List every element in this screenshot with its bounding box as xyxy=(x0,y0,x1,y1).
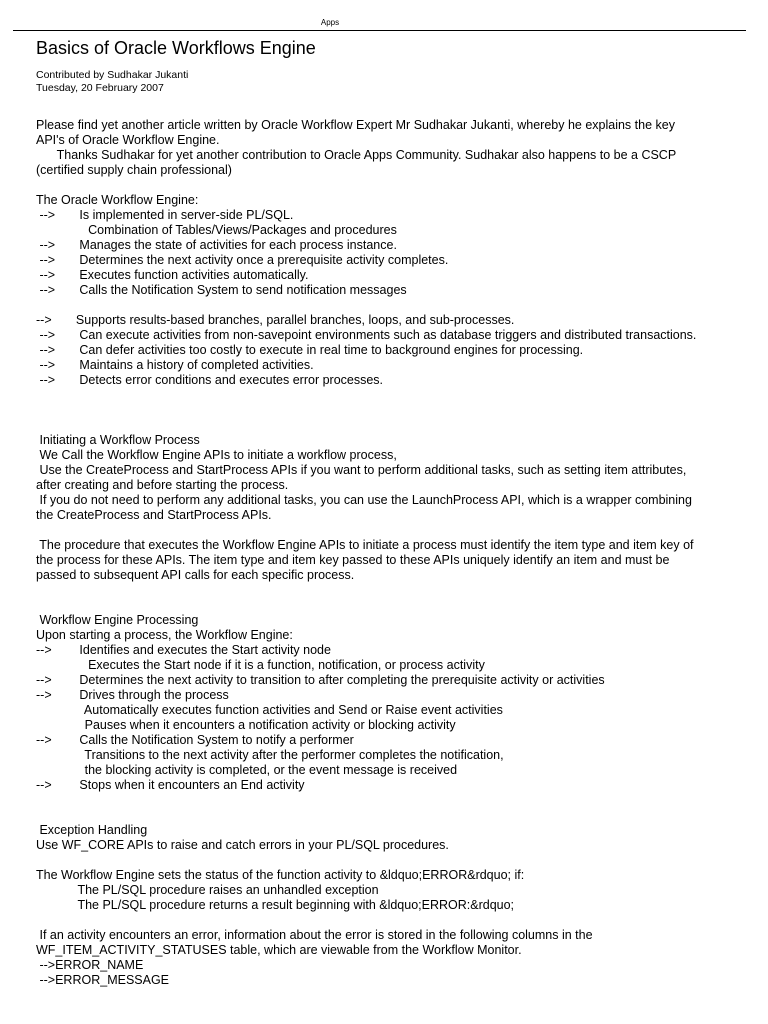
processing-section xyxy=(36,613,736,793)
initiating-section xyxy=(36,433,736,583)
list-item: --> Manages the state of activities for each process instance. xyxy=(36,238,397,252)
paragraph-line: We Call the Workflow Engine APIs to initiate a workflow process, xyxy=(36,448,397,462)
paragraph-line: after creating and before starting the process. xyxy=(36,478,289,492)
intro-section xyxy=(36,118,736,178)
paragraph-line: WF_ITEM_ACTIVITY_STATUSES table, which are viewable from the Workflow Monitor. xyxy=(36,943,522,957)
paragraph-line: passed to subsequent API calls for each specific process. xyxy=(36,568,355,582)
exception-section xyxy=(36,823,736,988)
paragraph-line: If you do not need to perform any additional tasks, you can use the LaunchProcess API, which is a wrapper combining xyxy=(36,493,692,507)
list-item: Transitions to the next activity after the performer completes the notification, xyxy=(36,748,504,762)
list-item: Automatically executes function activities and Send or Raise event activities xyxy=(36,703,503,717)
list-item: --> Calls the Notification System to send notification messages xyxy=(36,283,407,297)
list-item: --> Can defer activities too costly to execute in real time to background engines for processing. xyxy=(36,343,584,357)
paragraph-line: The Workflow Engine sets the status of the function activity to &ldquo;ERROR&rdquo; if: xyxy=(36,868,525,882)
list-item: Combination of Tables/Views/Packages and procedures xyxy=(36,223,397,237)
paragraph-line: the CreateProcess and StartProcess APIs. xyxy=(36,508,272,522)
list-item: --> Calls the Notification System to notify a performer xyxy=(36,733,354,747)
contributor-line: Contributed by Sudhakar Jukanti xyxy=(36,69,189,81)
section-heading: The Oracle Workflow Engine: xyxy=(36,193,199,207)
list-item: -->ERROR_NAME xyxy=(36,958,144,972)
list-item: --> Determines the next activity to transition to after completing the prerequisite activity or activities xyxy=(36,673,605,687)
list-item: --> Detects error conditions and executes error processes. xyxy=(36,373,384,387)
article-meta xyxy=(36,69,188,95)
article-body xyxy=(36,118,736,988)
list-item: --> Is implemented in server-side PL/SQL. xyxy=(36,208,294,222)
paragraph-line: The procedure that executes the Workflow Engine APIs to initiate a process must identify the item type and item key of xyxy=(36,538,694,552)
list-item: Upon starting a process, the Workflow Engine: xyxy=(36,628,293,642)
list-item: -->ERROR_MESSAGE xyxy=(36,973,170,987)
list-item: --> Identifies and executes the Start activity node xyxy=(36,643,331,657)
article-title: Basics of Oracle Workflows Engine xyxy=(36,38,316,58)
section-heading: Workflow Engine Processing xyxy=(36,613,199,627)
paragraph-line: If an activity encounters an error, information about the error is stored in the following columns in the xyxy=(36,928,593,942)
paragraph-line: Use WF_CORE APIs to raise and catch errors in your PL/SQL procedures. xyxy=(36,838,449,852)
paragraph-line: The PL/SQL procedure raises an unhandled exception xyxy=(36,883,379,897)
paragraph-line: the process for these APIs. The item type and item key passed to these APIs uniquely identify an item and must be xyxy=(36,553,670,567)
intro-line: Please find yet another article written by Oracle Workflow Expert Mr Sudhakar Jukanti, whereby he explains the key xyxy=(36,118,675,132)
list-item: Pauses when it encounters a notification activity or blocking activity xyxy=(36,718,456,732)
list-item: --> Can execute activities from non-savepoint environments such as database triggers and distributed transactions. xyxy=(36,328,697,342)
date-line: Tuesday, 20 February 2007 xyxy=(36,82,164,94)
list-item: --> Drives through the process xyxy=(36,688,229,702)
intro-line: Thanks Sudhakar for yet another contribution to Oracle Apps Community. Sudhakar also happens to be a CSCP xyxy=(36,148,677,162)
list-item: --> Maintains a history of completed activities. xyxy=(36,358,314,372)
engine-section xyxy=(36,193,736,388)
section-heading: Initiating a Workflow Process xyxy=(36,433,200,447)
section-heading: Exception Handling xyxy=(36,823,148,837)
list-item: --> Supports results-based branches, parallel branches, loops, and sub-processes. xyxy=(36,313,515,327)
list-item: --> Determines the next activity once a prerequisite activity completes. xyxy=(36,253,449,267)
list-item: --> Executes function activities automatically. xyxy=(36,268,309,282)
intro-line: API's of Oracle Workflow Engine. xyxy=(36,133,220,147)
intro-line: (certified supply chain professional) xyxy=(36,163,232,177)
list-item: --> Stops when it encounters an End activity xyxy=(36,778,305,792)
header-label: Apps xyxy=(320,18,340,27)
paragraph-line: Use the CreateProcess and StartProcess APIs if you want to perform additional tasks, such as setting item attributes, xyxy=(36,463,687,477)
list-item: Executes the Start node if it is a function, notification, or process activity xyxy=(36,658,485,672)
list-item: the blocking activity is completed, or the event message is received xyxy=(36,763,458,777)
header-rule xyxy=(13,30,746,31)
paragraph-line: The PL/SQL procedure returns a result beginning with &ldquo;ERROR:&rdquo; xyxy=(36,898,515,912)
